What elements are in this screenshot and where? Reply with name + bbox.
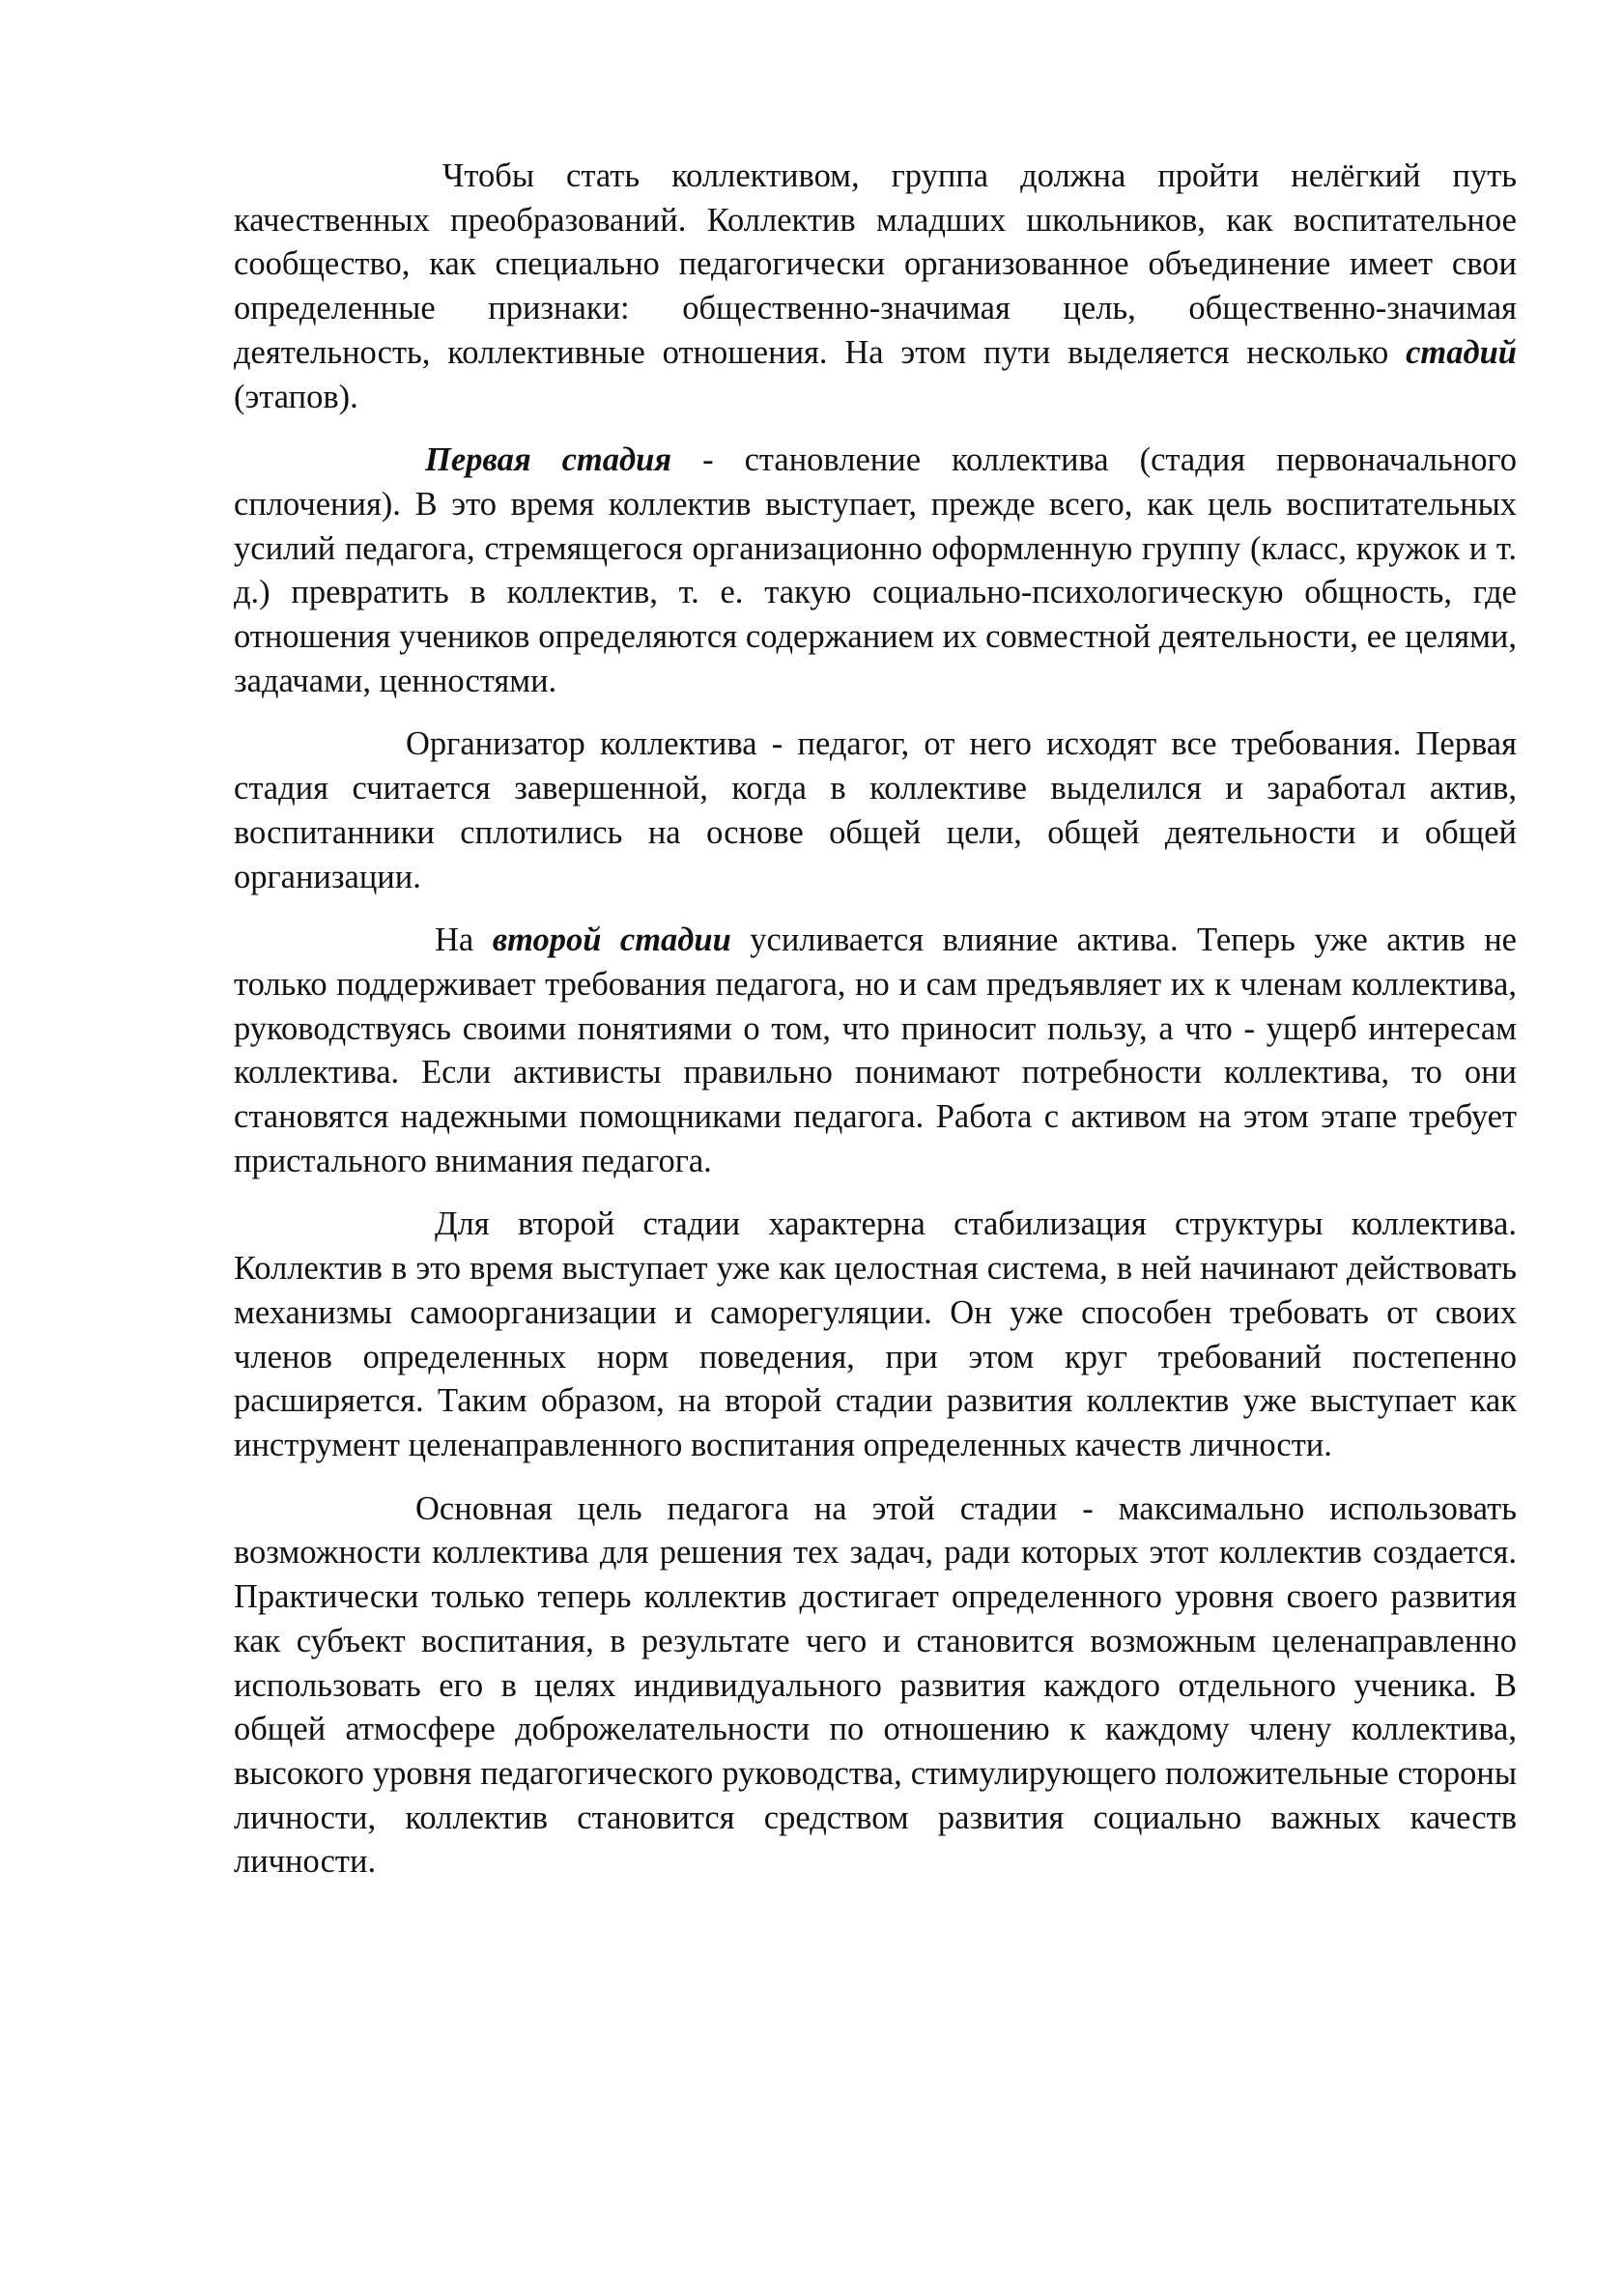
paragraph-text: Основная цель педагога на этой стадии - максимально использовать возможности коллектива для решения тех задач, ради которых этот коллектив создается. Практически только теперь коллектив достигает определенного уровня своего развития как субъект воспитания, в результате чего и становится возможным целенаправленно использовать его в целях индивидуального развития каждого отдельного ученика. В общей атмосфере доброжелательности по отношению к каждому члену коллектива, высокого уровня педагогического руководства, стимулирующего положительные стороны личности, коллектив становится средством развития социально важных качеств личности. <box>234 1489 1517 1881</box>
paragraph-second-stage <box>234 919 1517 1183</box>
paragraph-text: На <box>435 921 493 959</box>
emphasized-term: Первая стадия <box>425 441 672 479</box>
paragraph-organizer <box>234 723 1517 899</box>
paragraph-first-stage <box>234 439 1517 703</box>
paragraph-text: - становление коллектива (стадия первоначального сплочения). В это время коллектив выступает, прежде всего, как цель воспитательных усилий педагога, стремящегося организационно оформленную группу (класс, кружок и т. д.) превратить в коллектив, т. е. такую социально-психологическую общность, где отношения учеников определяются содержанием их совместной деятельности, ее целями, задачами, ценностями. <box>234 441 1517 699</box>
paragraph-text: усиливается влияние актива. Теперь уже актив не только поддерживает требования педагога, но и сам предъявляет их к членам коллектива, руководствуясь своими понятиями о том, что приносит пользу, а что - ущерб интересам коллектива. Если активисты правильно понимают потребности коллектива, то они становятся надежными помощниками педагога. Работа с активом на этом этапе требует пристального внимания педагога. <box>234 921 1517 1179</box>
paragraph-stages-intro <box>234 155 1517 419</box>
paragraph-text: (этапов). <box>234 378 358 415</box>
paragraph-stabilization <box>234 1203 1517 1467</box>
paragraph-text: Чтобы стать коллективом, группа должна пройти нелёгкий путь качественных преобразований. Коллектив младших школьников, как воспитательное сообщество, как специально педагогически организованное объединение имеет свои определенные признаки: общественно-значимая цель, общественно-значимая деятельность, коллективные отношения. На этом пути выделяется несколько <box>234 157 1517 371</box>
paragraph-text: Для второй стадии характерна стабилизация структуры коллектива. Коллектив в это время выступает уже как целостная система, в ней начинают действовать механизмы самоорганизации и саморегуляции. Он уже способен требовать от своих членов определенных норм поведения, при этом круг требований постепенно расширяется. Таким образом, на второй стадии развития коллектив уже выступает как инструмент целенаправленного воспитания определенных качеств личности. <box>234 1205 1517 1463</box>
emphasized-term: второй стадии <box>492 921 731 959</box>
paragraph-text: Организатор коллектива - педагог, от него исходят все требования. Первая стадия считается завершенной, когда в коллективе выделился и заработал актив, воспитанники сплотились на основе общей цели, общей деятельности и общей организации. <box>234 725 1517 895</box>
emphasized-term: стадий <box>1406 333 1517 371</box>
paragraph-main-goal <box>234 1488 1517 1885</box>
document-body <box>234 155 1517 1885</box>
